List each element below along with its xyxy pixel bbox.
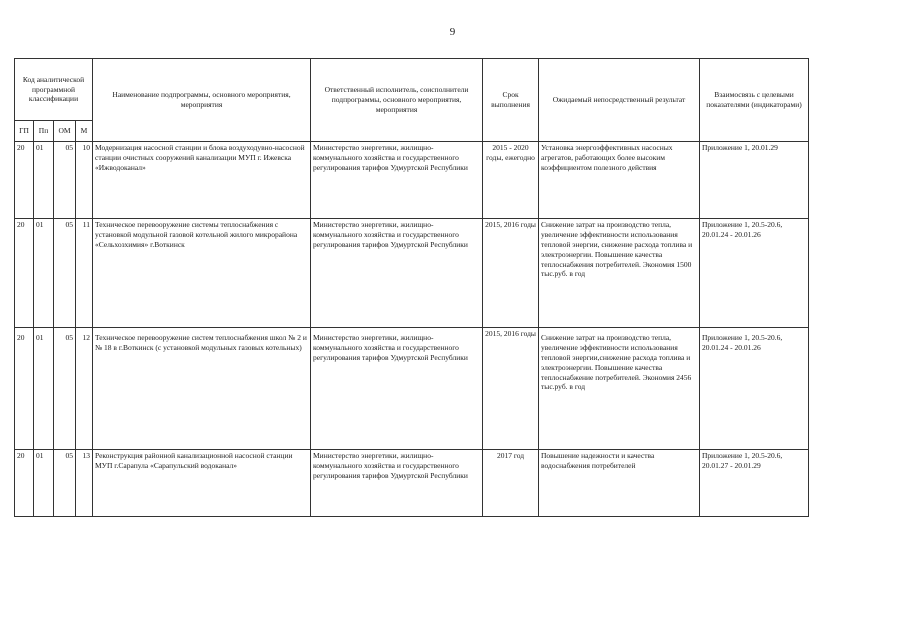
page-number: 9 [449, 26, 456, 38]
cell-pp: 01 [34, 328, 54, 450]
cell-name: Техническое перевооружение системы теплоснабжения с установкой модульной газовой котельной жилого микрорайона «Сельхозхимия» г.Воткинск [93, 219, 311, 328]
cell-m: 12 [76, 328, 93, 450]
cell-result: Снижение затрат на производство тепла, увеличение эффективности использования тепловой энергии, снижение расхода топлива и электроэнергии. Повышение качества теплоснабжения потребителей. Экономия 1500 тыс.руб. в год [539, 219, 700, 328]
cell-pp: 01 [34, 142, 54, 219]
cell-m: 10 [76, 142, 93, 219]
table-row [15, 142, 809, 219]
cell-result: Снижение затрат на производство тепла, увеличение эффективности использования тепловой энергии,снижение расхода топлива и электроэнергии. Повышение качества теплоснабжение потребителей. Экономия 2456 тыс.руб. в год [539, 328, 700, 450]
cell-om: 05 [54, 328, 76, 450]
header-om: ОМ [54, 121, 76, 142]
cell-term: 2015, 2016 годы [483, 219, 539, 328]
cell-gp: 20 [15, 328, 34, 450]
cell-term: 2015 - 2020 годы, ежегодно [483, 142, 539, 219]
program-table [14, 58, 809, 517]
cell-executor: Министерство энергетики, жилищно-коммунального хозяйства и государственного регулирования тарифов Удмуртской Республики [311, 328, 483, 450]
cell-om: 05 [54, 142, 76, 219]
cell-m: 11 [76, 219, 93, 328]
table-row [15, 219, 809, 328]
header-m: М [76, 121, 93, 142]
cell-om: 05 [54, 219, 76, 328]
cell-indicators: Приложение 1, 20.01.29 [700, 142, 809, 219]
header-name: Наименование подпрограммы, основного мероприятия, мероприятия [93, 59, 311, 142]
cell-pp: 01 [34, 219, 54, 328]
cell-name: Техническое перевооружение систем теплоснабжения школ № 2 и № 18 в г.Воткинск (с установкой модульных газовых котельных) [93, 328, 311, 450]
header-indicators: Взаимосвязь с целевыми показателями (индикаторами) [700, 59, 809, 142]
cell-executor: Министерство энергетики, жилищно-коммунального хозяйства и государственного регулирования тарифов Удмуртской Республики [311, 142, 483, 219]
header-row [15, 59, 809, 121]
cell-term: 2015, 2016 годы [483, 328, 539, 450]
cell-term: 2017 год [483, 450, 539, 517]
cell-gp: 20 [15, 450, 34, 517]
cell-name: Реконструкция районной канализационной насосной станции МУП г.Сарапула «Сарапульский водоканал» [93, 450, 311, 517]
cell-gp: 20 [15, 142, 34, 219]
cell-pp: 01 [34, 450, 54, 517]
cell-indicators: Приложение 1, 20.5-20.6, 20.01.24 - 20.01.26 [700, 219, 809, 328]
header-code: Код аналитической программной классификации [15, 59, 93, 121]
cell-indicators: Приложение 1, 20.5-20.6, 20.01.27 - 20.01.29 [700, 450, 809, 517]
cell-om: 05 [54, 450, 76, 517]
cell-executor: Министерство энергетики, жилищно-коммунального хозяйства и государственного регулирования тарифов Удмуртской Республики [311, 219, 483, 328]
cell-executor: Министерство энергетики, жилищно-коммунального хозяйства и государственного регулирования тарифов Удмуртской Республики [311, 450, 483, 517]
cell-name: Модернизация насосной станции и блока воздуходувно-насосной станции очистных сооружений канализации МУП г. Ижевска «Ижводоканал» [93, 142, 311, 219]
header-result: Ожидаемый непосредственный результат [539, 59, 700, 142]
cell-indicators: Приложение 1, 20.5-20.6, 20.01.24 - 20.01.26 [700, 328, 809, 450]
table-row [15, 328, 809, 450]
table-row [15, 450, 809, 517]
cell-m: 13 [76, 450, 93, 517]
cell-result: Повышение надежности и качества водоснабжения потребителей [539, 450, 700, 517]
header-gp: ГП [15, 121, 34, 142]
cell-gp: 20 [15, 219, 34, 328]
header-executor: Ответственный исполнитель, соисполнители подпрограммы, основного мероприятия, мероприятия [311, 59, 483, 142]
header-pp: Пп [34, 121, 54, 142]
cell-result: Установка энергоэффективных насосных агрегатов, работающих более высоким коэффициентом полезного действия [539, 142, 700, 219]
header-term: Срок выполнения [483, 59, 539, 142]
